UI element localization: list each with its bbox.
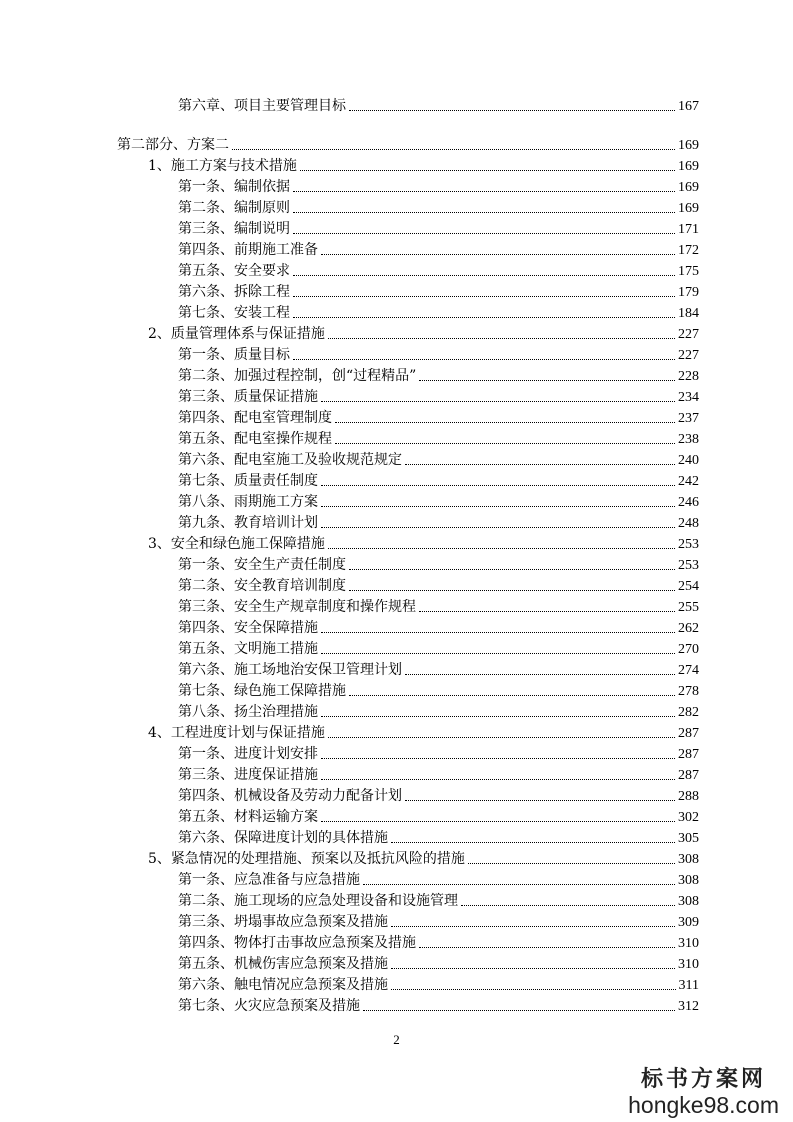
toc-dot-leader [349,590,675,591]
toc-entry-page: 253 [678,537,699,552]
toc-entry-page: 169 [678,159,699,174]
toc-entry-title: 第二条、安全教育培训制度 [178,578,346,594]
toc-entry-page: 169 [678,180,699,195]
toc-dot-leader [293,275,675,276]
toc-entry[interactable] [148,155,699,175]
toc-entry[interactable] [178,953,699,973]
toc-entry-page: 255 [678,600,699,615]
toc-dot-leader [419,947,675,948]
toc-dot-leader [363,1010,675,1011]
toc-entry[interactable] [178,806,699,826]
toc-entry[interactable] [178,176,699,196]
toc-entry[interactable] [178,617,699,637]
toc-entry-title: 第三条、进度保证措施 [178,767,318,783]
toc-dot-leader [293,233,675,234]
toc-dot-leader [232,149,675,150]
toc-entry-page: 302 [678,810,699,825]
toc-entry-page: 305 [678,831,699,846]
toc-entry[interactable] [178,470,699,490]
toc-entry[interactable] [148,722,699,742]
toc-entry[interactable] [178,785,699,805]
toc-entry[interactable] [178,596,699,616]
toc-entry-page: 248 [678,516,699,531]
toc-dot-leader [321,821,675,822]
toc-entry-page: 310 [678,957,699,972]
toc-entry-title: 第二条、施工现场的应急处理设备和设施管理 [178,893,458,909]
toc-entry-page: 274 [678,663,699,678]
toc-dot-leader [328,548,675,549]
toc-entry[interactable] [178,365,699,385]
toc-entry-page: 278 [678,684,699,699]
toc-entry[interactable] [178,638,699,658]
toc-entry-title: 第四条、配电室管理制度 [178,410,332,426]
toc-entry-title: 第七条、火灾应急预案及措施 [178,998,360,1014]
toc-entry-title: 第七条、绿色施工保障措施 [178,683,346,699]
toc-dot-leader [328,737,675,738]
toc-dot-leader [321,779,675,780]
toc-entry-page: 171 [678,222,699,237]
toc-dot-leader [349,695,675,696]
toc-entry-title: 第六条、拆除工程 [178,284,290,300]
toc-entry-page: 227 [678,348,699,363]
toc-entry[interactable] [178,239,699,259]
toc-entry-page: 308 [678,894,699,909]
toc-entry-page: 240 [678,453,699,468]
toc-entry-title: 第二条、加强过程控制，创“过程精品” [178,368,417,384]
toc-entry-page: 228 [678,369,699,384]
toc-entry-title: 第五条、机械伤害应急预案及措施 [178,956,388,972]
toc-entry-page: 179 [678,285,699,300]
toc-entry-page: 172 [678,243,699,258]
toc-dot-leader [321,653,675,654]
toc-entry-title: 第四条、前期施工准备 [178,242,318,258]
toc-entry-title: 第五条、配电室操作规程 [178,431,332,447]
toc-dot-leader [349,110,675,111]
toc-entry[interactable] [178,743,699,763]
toc-entry-page: 287 [678,768,699,783]
toc-entry-title: 第四条、机械设备及劳动力配备计划 [178,788,402,804]
toc-entry-page: 234 [678,390,699,405]
toc-entry-title: 第七条、质量责任制度 [178,473,318,489]
toc-dot-leader [405,674,675,675]
toc-dot-leader [335,422,675,423]
toc-entry-title: 第一条、进度计划安排 [178,746,318,762]
toc-dot-leader [293,296,675,297]
toc-entry-page: 310 [678,936,699,951]
toc-entry-page: 246 [678,495,699,510]
toc-entry-title: 第三条、质量保证措施 [178,389,318,405]
toc-entry-page: 169 [678,138,699,153]
toc-dot-leader [321,254,675,255]
toc-entry[interactable] [178,428,699,448]
toc-entry[interactable] [178,911,699,931]
toc-entry-title: 3、安全和绿色施工保障措施 [148,536,325,552]
watermark-title: 标书方案网 [641,1066,767,1092]
toc-entry-page: 242 [678,474,699,489]
toc-dot-leader [321,632,675,633]
toc-dot-leader [391,926,675,927]
toc-entry-page: 175 [678,264,699,279]
toc-entry-title: 第六条、保障进度计划的具体措施 [178,830,388,846]
toc-entry-page: 253 [678,558,699,573]
toc-entry-page: 282 [678,705,699,720]
toc-entry-page: 169 [678,201,699,216]
toc-dot-leader [321,485,675,486]
toc-entry-title: 4、工程进度计划与保证措施 [148,725,325,741]
toc-entry-page: 237 [678,411,699,426]
toc-entry[interactable] [178,869,699,889]
toc-entry[interactable] [117,134,699,154]
toc-entry[interactable] [178,491,699,511]
toc-entry[interactable] [178,197,699,217]
toc-entry-page: 238 [678,432,699,447]
toc-entry-title: 第六条、触电情况应急预案及措施 [178,977,388,993]
toc-entry-title: 第九条、教育培训计划 [178,515,318,531]
toc-dot-leader [349,569,675,570]
toc-dot-leader [363,884,675,885]
toc-entry-page: 262 [678,621,699,636]
toc-entry-title: 第三条、编制说明 [178,221,290,237]
toc-dot-leader [335,443,675,444]
toc-entry-page: 309 [678,915,699,930]
toc-entry[interactable] [178,680,699,700]
toc-entry-title: 第一条、编制依据 [178,179,290,195]
toc-dot-leader [321,506,675,507]
toc-entry-page: 270 [678,642,699,657]
toc-entry[interactable] [178,827,699,847]
toc-dot-leader [293,191,675,192]
toc-entry-title: 第七条、安装工程 [178,305,290,321]
toc-entry-title: 第三条、坍塌事故应急预案及措施 [178,914,388,930]
toc-dot-leader [405,464,675,465]
toc-entry-page: 288 [678,789,699,804]
toc-entry-title: 2、质量管理体系与保证措施 [148,326,325,342]
toc-entry-title: 第五条、文明施工措施 [178,641,318,657]
toc-entry-title: 第五条、安全要求 [178,263,290,279]
toc-entry[interactable] [178,701,699,721]
toc-entry-page: 227 [678,327,699,342]
toc-dot-leader [293,317,675,318]
toc-entry[interactable] [178,386,699,406]
toc-entry[interactable] [178,260,699,280]
toc-entry[interactable] [178,554,699,574]
toc-entry-title: 第一条、质量目标 [178,347,290,363]
toc-dot-leader [321,758,675,759]
toc-entry-title: 第一条、安全生产责任制度 [178,557,346,573]
toc-entry-title: 1、施工方案与技术措施 [148,158,297,174]
toc-dot-leader [419,380,675,381]
toc-entry-page: 308 [678,873,699,888]
toc-entry-title: 第四条、物体打击事故应急预案及措施 [178,935,416,951]
toc-entry-title: 第二部分、方案二 [117,137,229,153]
toc-entry[interactable] [178,575,699,595]
toc-entry-title: 第五条、材料运输方案 [178,809,318,825]
toc-entry[interactable] [178,512,699,532]
toc-dot-leader [321,401,675,402]
toc-entry[interactable] [178,449,699,469]
page-number: 2 [393,1032,400,1047]
toc-entry-title: 第八条、雨期施工方案 [178,494,318,510]
toc-entry[interactable] [148,848,699,868]
toc-entry-title: 第二条、编制原则 [178,200,290,216]
toc-entry-page: 167 [678,99,699,114]
toc-entry[interactable] [178,218,699,238]
toc-dot-leader [328,338,675,339]
toc-entry-title: 第八条、扬尘治理措施 [178,704,318,720]
toc-entry-title: 第六章、项目主要管理目标 [178,98,346,114]
watermark [628,1066,779,1118]
toc-dot-leader [293,212,675,213]
toc-entry-page: 184 [678,306,699,321]
toc-entry[interactable] [178,95,699,115]
toc-dot-leader [468,863,675,864]
toc-dot-leader [300,170,675,171]
toc-entry-title: 5、紧急情况的处理措施、预案以及抵抗风险的措施 [148,851,465,867]
toc-entry[interactable] [178,974,699,994]
toc-entry-title: 第四条、安全保障措施 [178,620,318,636]
toc-entry[interactable] [178,995,699,1015]
toc-dot-leader [321,527,675,528]
toc-entry[interactable] [178,344,699,364]
toc-dot-leader [405,800,675,801]
toc-dot-leader [391,989,676,990]
toc-entry-page: 287 [678,747,699,762]
toc-entry-title: 第六条、施工场地治安保卫管理计划 [178,662,402,678]
toc-entry[interactable] [178,890,699,910]
toc-entry[interactable] [178,659,699,679]
toc-entry[interactable] [178,764,699,784]
toc-entry-page: 311 [678,978,699,993]
toc-entry-page: 254 [678,579,699,594]
toc-entry[interactable] [178,407,699,427]
toc-entry[interactable] [178,302,699,322]
toc-entry-title: 第三条、安全生产规章制度和操作规程 [178,599,416,615]
toc-entry[interactable] [148,533,699,553]
toc-entry[interactable] [178,932,699,952]
toc-dot-leader [391,842,675,843]
toc-dot-leader [461,905,675,906]
toc-entry-title: 第一条、应急准备与应急措施 [178,872,360,888]
toc-entry-title: 第六条、配电室施工及验收规范规定 [178,452,402,468]
toc-dot-leader [293,359,675,360]
toc-dot-leader [321,716,675,717]
watermark-url: hongke98.com [628,1092,779,1118]
toc-dot-leader [391,968,675,969]
toc-entry[interactable] [148,323,699,343]
toc-entry-page: 312 [678,999,699,1014]
toc-entry-page: 287 [678,726,699,741]
toc-entry[interactable] [178,281,699,301]
toc-entry-page: 308 [678,852,699,867]
toc-dot-leader [419,611,675,612]
